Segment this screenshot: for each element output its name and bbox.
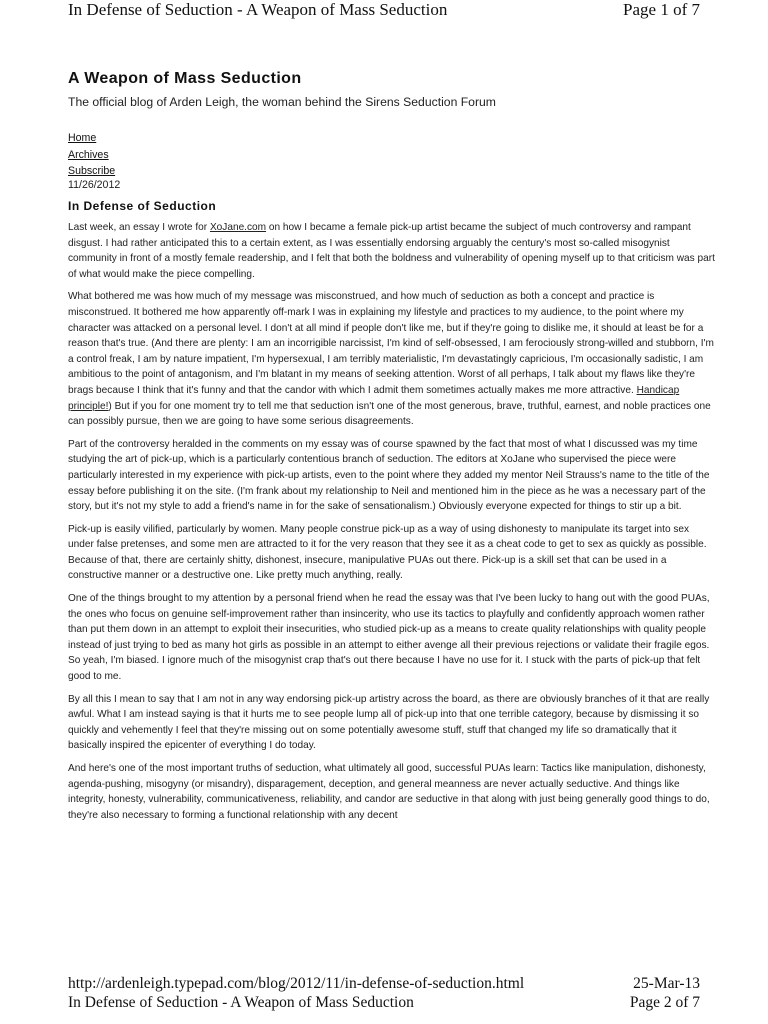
print-header — [68, 0, 700, 22]
nav-home-link[interactable]: Home — [68, 132, 97, 144]
print-footer-date: 25-Mar-13 — [633, 975, 700, 992]
print-header-page: Page 1 of 7 — [623, 0, 700, 19]
blog-title: A Weapon of Mass Seduction — [68, 70, 302, 87]
print-header-title: In Defense of Seduction - A Weapon of Mass Seduction — [68, 0, 448, 19]
nav-subscribe-link[interactable]: Subscribe — [68, 165, 116, 177]
blog-nav — [68, 130, 115, 180]
paragraph-text: on how I became a female pick-up artist became the subject of much controversy and rampant disgust. I had rather anticipated this to a certain extent, as I was essentially endorsing arguably the century's most so-called misogynist community in front of a mostly female readership, and I felt that both the boldness and vulnerability of opening myself up to that criticism was part of what would make the piece compelling. — [68, 222, 715, 280]
paragraph-text: What bothered me was how much of my message was misconstrued, and how much of seduction as both a concept and practice is misconstrued. It bothered me how apparently off-mark I was in explaining my lifestyle and practices to my audience, to the point where my character was attacked on a personal level. I don't at all mind if people don't like me, but if they're going to dislike me, it should at least be for a reason that's true. (And there are plenty: I am an incorrigible narcissist, I'm kind of self-obsessed, I am ferociously strong-willed and stubborn, I'm a control freak, I am by nature impatient, I'm hypersexual, I am terribly materialistic, I'm devastatingly capricious, I'm occasionally sadistic, I am ambitious to the point of antagonism, and I'm blatant in my means of seeking attention. Worst of all perhaps, I talk about my flaws like they're brags because I think that it's funny and that the candor with which I admit them sometimes actually makes me more attractive. — [68, 291, 714, 396]
nav-archives-link[interactable]: Archives — [68, 148, 109, 161]
print-footer-url: http://ardenleigh.typepad.com/blog/2012/11/in-defense-of-seduction.html — [68, 975, 525, 992]
post-paragraph: By all this I mean to say that I am not in any way endorsing pick-up artistry across the board, as there are obviously branches of it that are really awful. What I am instead saying is that it hurts me to see people lump all of pick-up into that one terrible category, because by dismissing it so quickly and vehemently I feel that they're missing out on some potentially awesome stuff, stuff that changed my life so dramatically that it basically inspired the epicenter of everything I do today. — [68, 693, 710, 752]
print-footer-page: Page 2 of 7 — [629, 994, 700, 1011]
post-body — [68, 220, 716, 830]
post-title: In Defense of Seduction — [68, 199, 217, 213]
post-paragraph: Part of the controversy heralded in the comments on my essay was of course spawned by the fact that most of what I discussed was my time studying the art of pick-up, which is a particularly contentious branch of seduction. The editors at XoJane who supervised the piece were particularly interested in my experience with pick-up artists, even to the point where they added my mentor Neil Strauss's name to the title of the essay before publishing it on the site. (I'm frank about my relationship to Neil and mentioned him in the piece as he was a necessary part of the story, but it's not my style to add a friend's name in for the sake of sensationalism.) Obviously everyone expected for things to stir up a bit. — [68, 438, 710, 513]
post-paragraph — [68, 289, 716, 429]
handicap-principle-link[interactable]: Handicap principle! — [68, 384, 680, 412]
post-paragraph: And here's one of the most important truths of seduction, what ultimately all good, successful PUAs learn: Tactics like manipulation, dishonesty, agenda-pushing, misogyny (or misandry), disparagement, deception, and general meanness are never actually seductive. And things like integrity, honesty, vulnerability, communicativeness, reliability, and candor are seductive in that along with just being generally good things to do, they're also necessary to forming a functional relationship with any decent — [68, 763, 710, 821]
post-date: 11/26/2012 — [68, 179, 121, 191]
post-paragraph — [68, 220, 716, 282]
blog-description: The official blog of Arden Leigh, the woman behind the Sirens Seduction Forum — [68, 95, 496, 109]
post-paragraph: One of the things brought to my attention by a personal friend when he read the essay was that I've been lucky to hang out with the good PUAs, the ones who focus on genuine self-improvement rather than insincerity, who use its tactics to playfully and confidently approach women rather than put them down in an attempt to exploit their insecurities, who studied pick-up as a means to create quality relationships with quality people instead of just trying to bed as many hot girls as possible in an attempt to either avenge all their previous rejections or validate their fragile egos. So yeah, I'm biased. I ignore much of the misogynist crap that's out there because I have no use for it. I stuck with the parts of pick-up that felt good to me. — [68, 593, 710, 683]
print-footer-title: In Defense of Seduction - A Weapon of Mass Seduction — [68, 994, 414, 1011]
post-paragraph: Pick-up is easily vilified, particularly by women. Many people construe pick-up as a way of using dishonesty to manipulate its target into sex under false pretenses, and some men are attracted to it for the very reason that they see it as a cheat code to get to sex as quickly as possible. Because of that, there are certainly shitty, dishonest, insecure, manipulative PUAs out there. Pick-up is a skill set that can be used in a constructive manner or a destructive one. Like pretty much anything, really. — [68, 523, 707, 582]
paragraph-text: Last week, an essay I wrote for — [68, 222, 210, 233]
paragraph-text: ) But if you for one moment try to tell me that seduction isn't one of the most generous, brave, truthful, earnest, and noble practices one can possibly pursue, then we are going to have some serious disagreements. — [68, 400, 711, 428]
xojane-link[interactable]: XoJane.com — [209, 222, 267, 233]
print-footer — [68, 975, 700, 1020]
